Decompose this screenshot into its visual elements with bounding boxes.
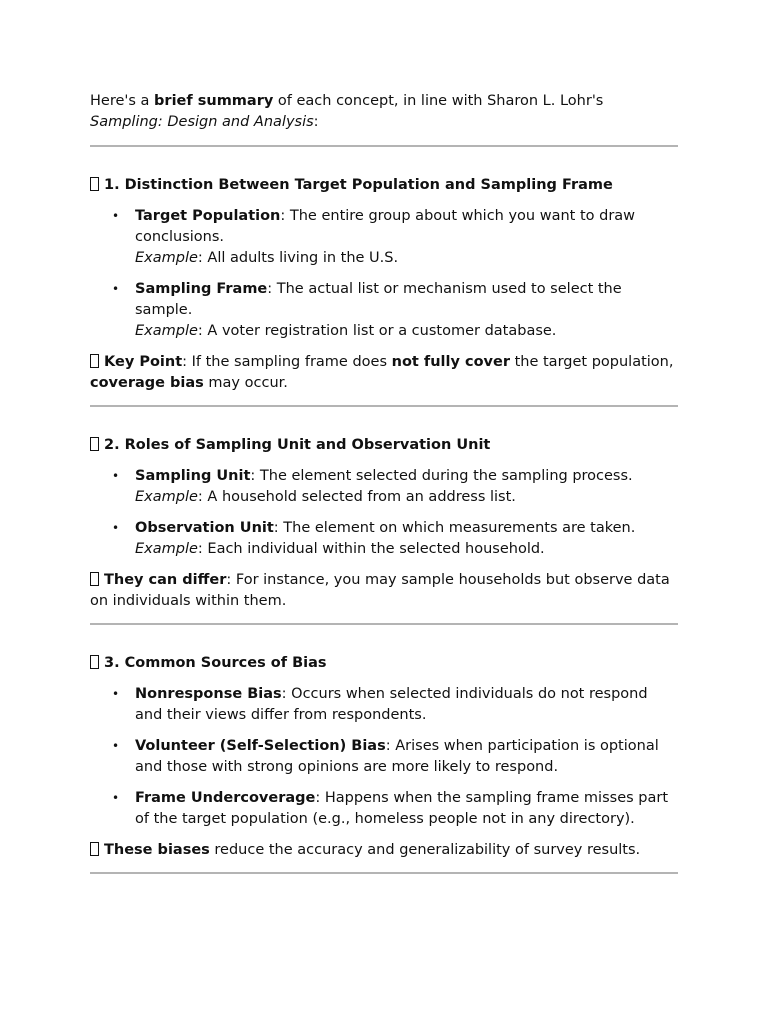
- example: Example: A household selected from an address list.: [135, 489, 516, 505]
- heading-emoji-icon: [90, 655, 99, 669]
- term: Sampling Frame: [135, 281, 268, 297]
- list-item: [90, 788, 678, 830]
- list-item: [90, 206, 678, 269]
- intro-bold: brief summary: [154, 93, 274, 109]
- intro-text: :: [313, 114, 319, 130]
- term: Frame Undercoverage: [135, 790, 316, 806]
- list-item: [90, 518, 678, 560]
- section-2: [90, 407, 678, 623]
- example: Example: All adults living in the U.S.: [135, 250, 399, 266]
- term: Sampling Unit: [135, 468, 251, 484]
- key-point-note: Key Point: If the sampling frame does not fully cover the target population, coverage bias may occur.: [90, 354, 674, 391]
- biases-note: These biases reduce the accuracy and generalizability of survey results.: [90, 840, 678, 861]
- section-title: 2. Roles of Sampling Unit and Observation Unit: [90, 435, 678, 456]
- divider: [90, 872, 678, 874]
- definition: : Arises when participation is optional and those with strong opinions are more likely to respond.: [135, 738, 659, 775]
- document: [90, 0, 678, 874]
- note-emoji-icon: [90, 842, 99, 856]
- section-3: [90, 625, 678, 872]
- bullet-list: [90, 206, 678, 342]
- bullet-icon: •: [112, 282, 120, 296]
- list-item: [90, 279, 678, 342]
- bullet-icon: •: [112, 739, 120, 753]
- bullet-icon: •: [112, 687, 120, 701]
- bullet-list: [90, 466, 678, 560]
- definition: : The entire group about which you want to draw conclusions.: [135, 208, 636, 245]
- definition: : The actual list or mechanism used to select the sample.: [135, 281, 622, 318]
- note-emoji-icon: [90, 572, 99, 586]
- example: Example: Each individual within the selected household.: [135, 541, 545, 557]
- definition: : Happens when the sampling frame misses part of the target population (e.g., homeless people not in any directory).: [135, 790, 669, 827]
- list-item: [90, 736, 678, 778]
- book-title: Sampling: Design and Analysis: [90, 114, 314, 130]
- bullet-icon: •: [112, 209, 120, 223]
- differ-note: They can differ: For instance, you may sample households but observe data on individuals within them.: [90, 572, 670, 609]
- term: Volunteer (Self-Selection) Bias: [135, 738, 386, 754]
- section-1: [90, 147, 678, 405]
- heading-emoji-icon: [90, 177, 99, 191]
- section-title: 3. Common Sources of Bias: [90, 653, 678, 674]
- intro-paragraph: [90, 91, 678, 133]
- bullet-icon: •: [112, 469, 120, 483]
- section-title: 1. Distinction Between Target Population and Sampling Frame: [90, 175, 678, 196]
- list-item: [90, 466, 678, 508]
- term: Nonresponse Bias: [135, 686, 282, 702]
- note-emoji-icon: [90, 354, 99, 368]
- intro-text: Here's a: [90, 93, 155, 109]
- list-item: [90, 684, 678, 726]
- example: Example: A voter registration list or a customer database.: [135, 323, 557, 339]
- definition: : Occurs when selected individuals do not respond and their views differ from respondents.: [135, 686, 648, 723]
- definition: : The element selected during the sampling process.: [250, 468, 633, 484]
- term: Target Population: [135, 208, 281, 224]
- bullet-icon: •: [112, 521, 120, 535]
- intro-text: of each concept, in line with Sharon L. Lohr's: [273, 93, 604, 109]
- bullet-icon: •: [112, 791, 120, 805]
- bullet-list: [90, 684, 678, 830]
- heading-emoji-icon: [90, 437, 99, 451]
- definition: : The element on which measurements are taken.: [273, 520, 636, 536]
- term: Observation Unit: [135, 520, 274, 536]
